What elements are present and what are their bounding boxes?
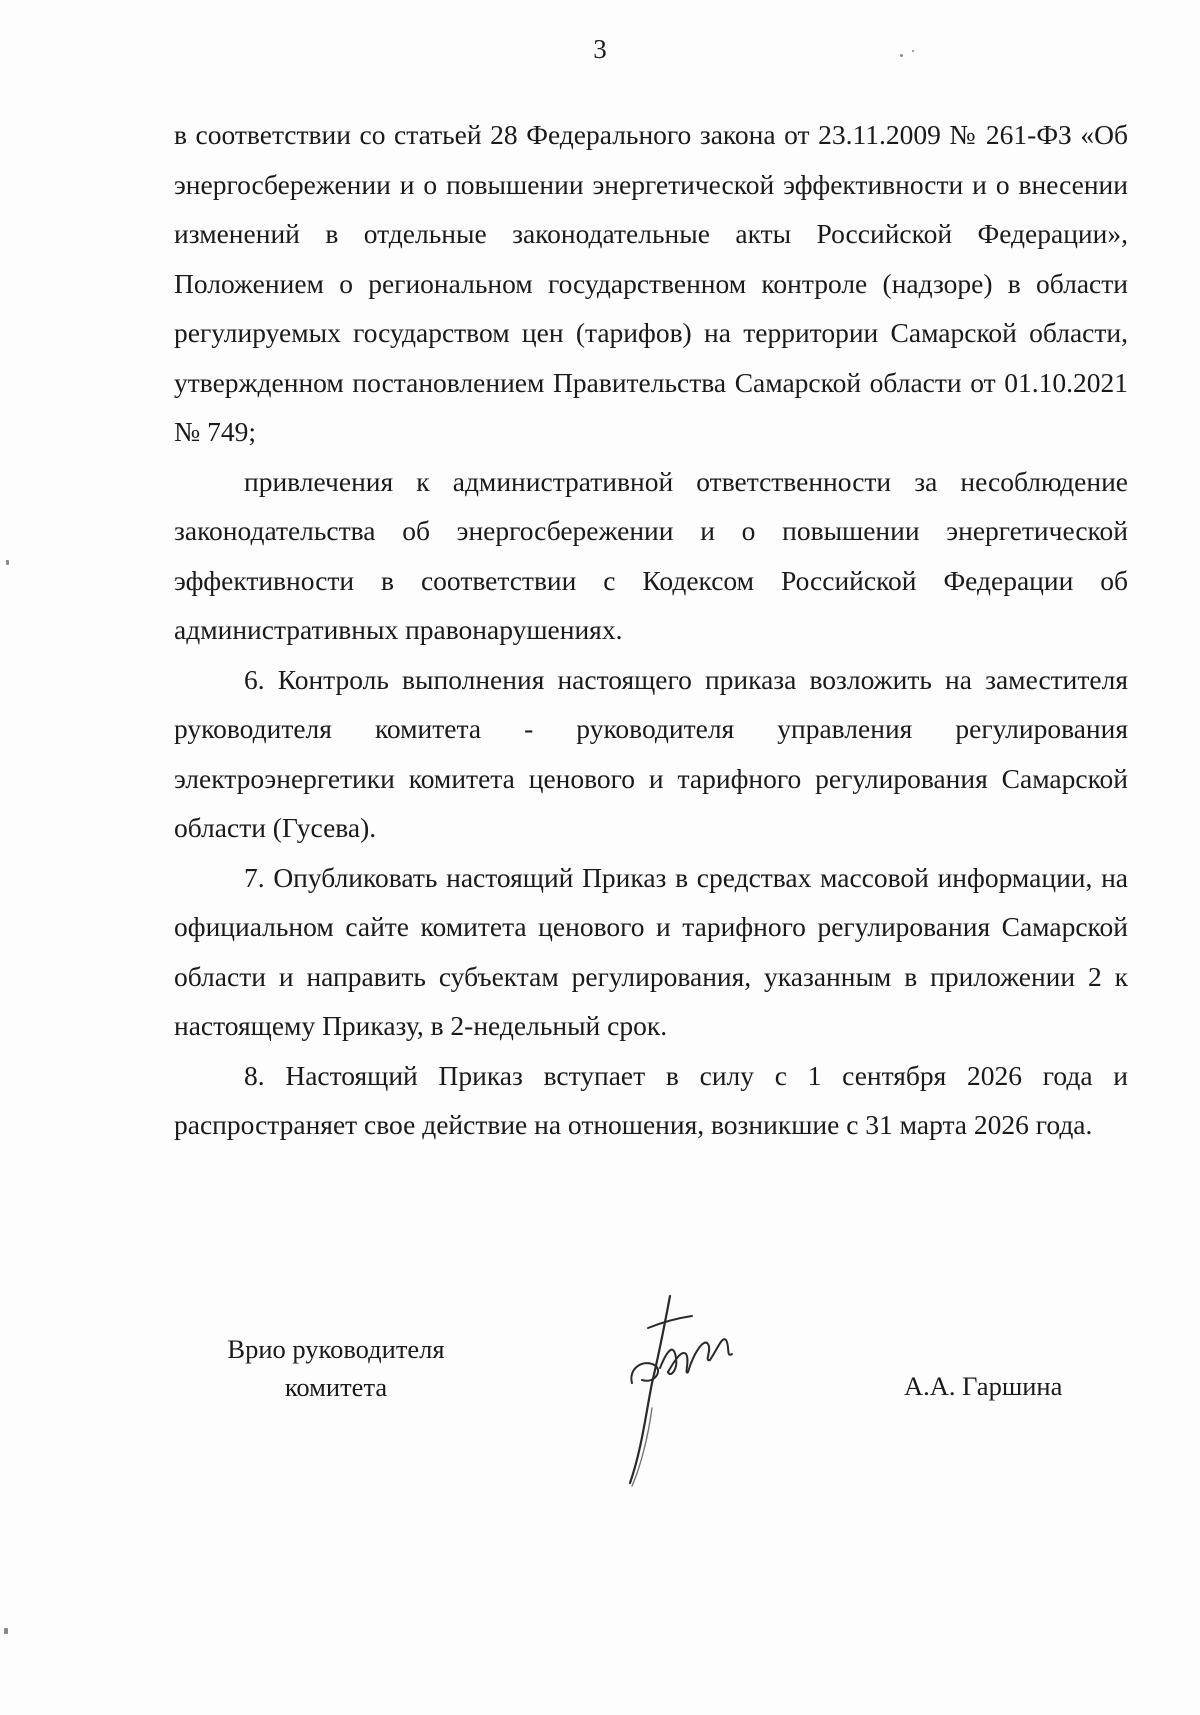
paragraph-item-7-publish: 7. Опубликовать настоящий Приказ в средствах массовой информации, на официальном сайте комитета ценового и тарифного регулирования Самарской области и направить субъектам регулирования, указанным в приложении 2 к настоящему Приказу, в 2-недельный срок. (174, 861, 1128, 1041)
paragraph-item-8-effective-date: 8. Настоящий Приказ вступает в силу с 1 сентября 2026 года и распространяет свое действие на отношения, возникшие с 31 марта 2026 года. (174, 1059, 1128, 1140)
scan-artifact (4, 1628, 8, 1634)
scan-artifact (900, 54, 903, 57)
scan-artifact (912, 50, 914, 52)
handwritten-signature (618, 1288, 748, 1498)
paragraph-legal-basis: в соответствии со статьей 28 Федерального закона от 23.11.2009 № 261-ФЗ «Об энергосбережении и о повышении энергетической эффективности и о внесении изменений в отдельные законодательные акты Российской Федерации», Положением о региональном государственном контроле (надзоре) в области регулируемых государством цен (тарифов) на территории Самарской области, утвержденном постановлением Правительства Самарской области от 01.10.2021 № 749; (174, 119, 1128, 447)
paragraph-item-6-control: 6. Контроль выполнения настоящего приказа возложить на заместителя руководителя комитета - руководителя управления регулирования электроэнергетики комитета ценового и тарифного регулирования Самарской области (Гусева). (174, 663, 1128, 843)
paragraph-administrative-liability: привлечения к административной ответственности за несоблюдение законодательства об энергосбережении и о повышении энергетической эффективности в соответствии с Кодексом Российской Федерации об административных правонарушениях. (174, 465, 1128, 645)
document-body (174, 110, 1128, 1150)
scan-artifact (6, 560, 9, 565)
signatory-name: А.А. Гаршина (904, 1371, 1063, 1401)
signature-block (0, 1330, 1200, 1500)
signatory-title-line1: Врио руководителя (227, 1334, 445, 1364)
signatory-title-line2: комитета (284, 1372, 388, 1402)
page-number: 3 (593, 34, 607, 64)
signatory-title (206, 1330, 466, 1406)
